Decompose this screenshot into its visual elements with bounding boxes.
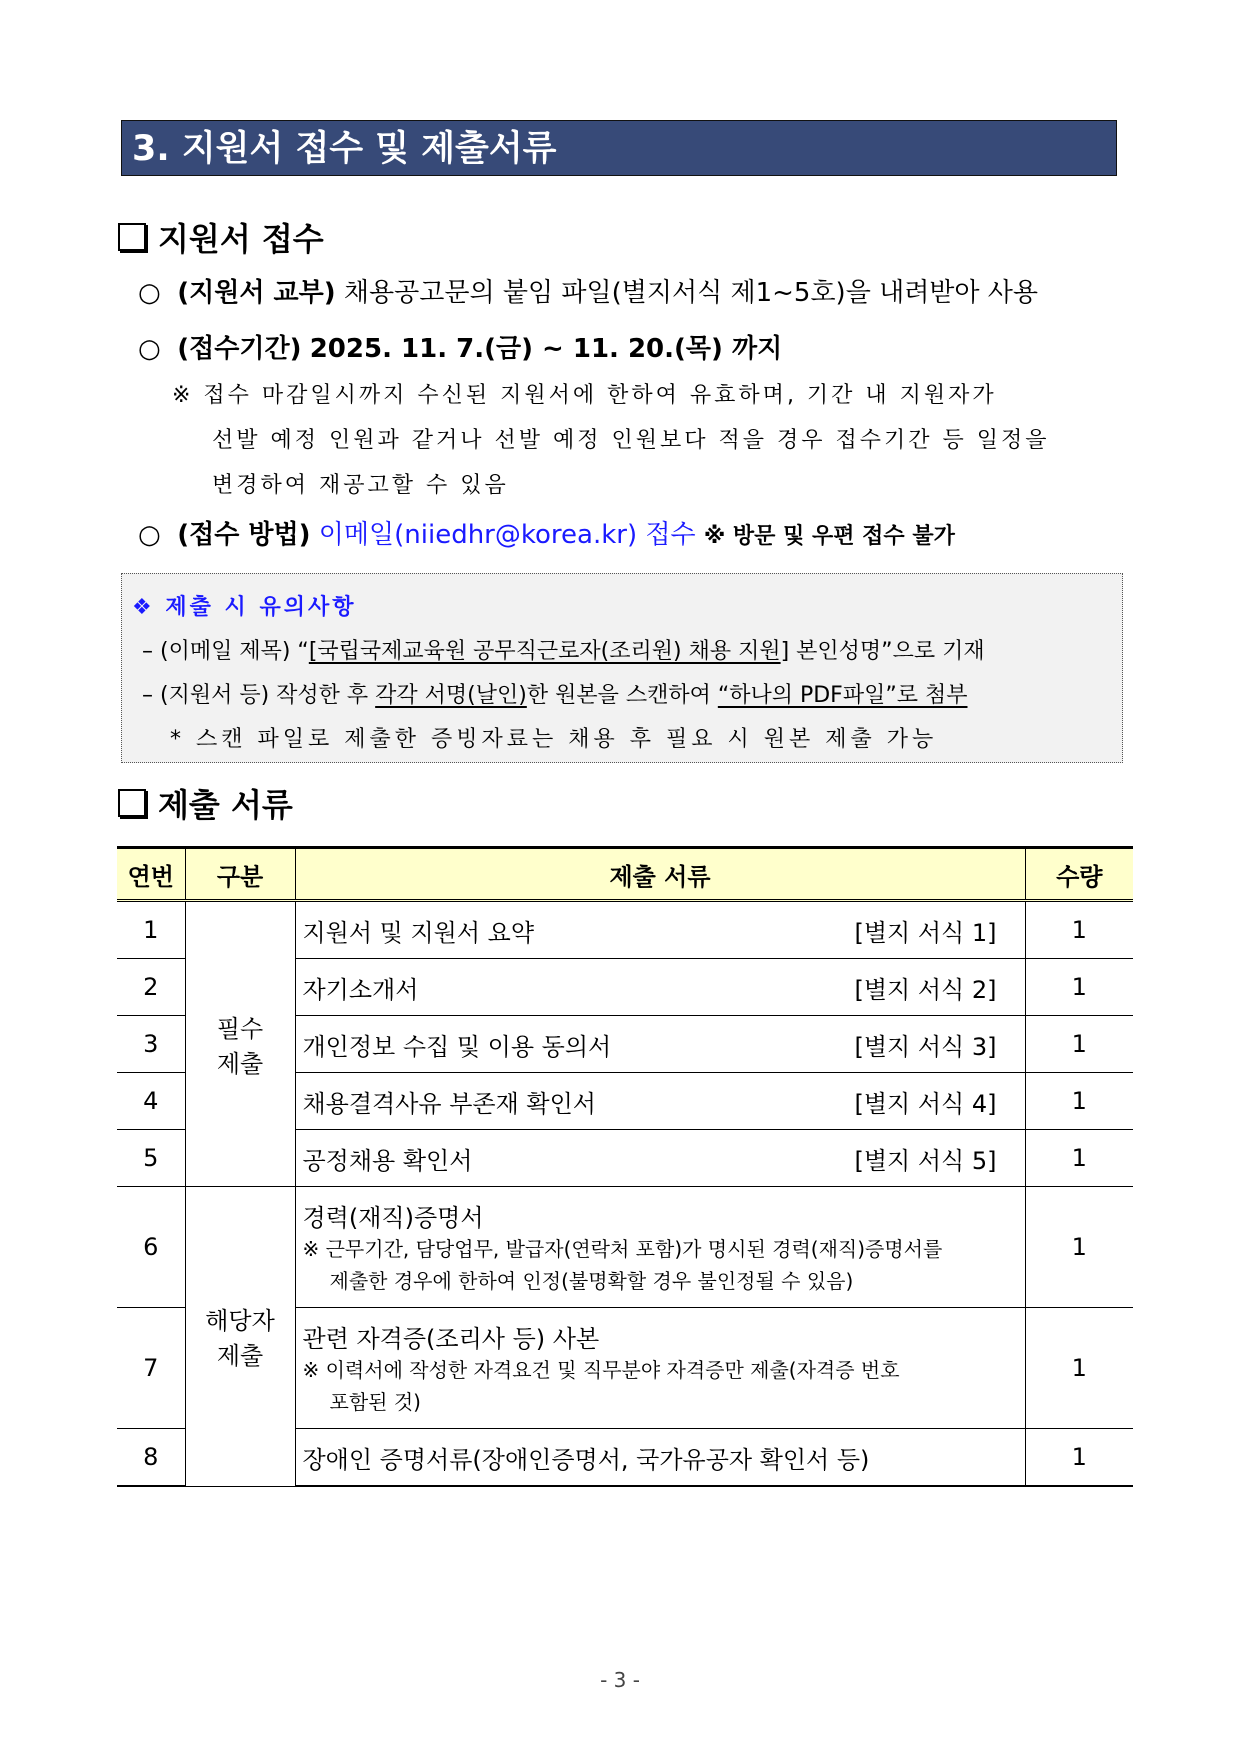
form-reference: [별지 서식 4] (854, 1089, 997, 1118)
item-note: ※ 방문 및 우편 접수 불가 (703, 524, 955, 549)
col-header: 수량 (1025, 848, 1133, 901)
document-name: 채용결격사유 부존재 확인서 (302, 1089, 596, 1118)
document-cell (295, 1016, 1025, 1073)
document-note: 포함된 것) (329, 1389, 421, 1414)
row-number: 6 (117, 1187, 185, 1308)
bullet-circle-icon: ○ (138, 334, 161, 364)
note-line: 변경하여 재공고할 수 있음 (212, 473, 509, 498)
document-cell (295, 1187, 1025, 1308)
document-name: 장애인 증명서류(장애인증명서, 국가유공자 확인서 등) (302, 1445, 870, 1474)
documents-table (117, 846, 1133, 1487)
reception-heading-text: 지원서 접수 (158, 220, 324, 258)
table-row (117, 901, 1133, 959)
row-number: 7 (117, 1308, 185, 1429)
notice-line-1 (142, 634, 985, 665)
col-header: 제출 서류 (295, 848, 1025, 901)
bullet-circle-icon: ○ (138, 520, 161, 550)
document-name: 경력(재직)증명서 (302, 1203, 484, 1232)
row-number: 1 (117, 901, 185, 959)
form-reference: [별지 서식 3] (854, 1032, 997, 1061)
quantity: 1 (1025, 1130, 1133, 1187)
document-cell (295, 901, 1025, 959)
quantity: 1 (1025, 1308, 1133, 1429)
document-cell (295, 1429, 1025, 1487)
item-text: 채용공고문의 붙임 파일(별지서식 제1~5호)을 내려받아 사용 (343, 278, 1039, 308)
note-line: 선발 예정 인원과 같거나 선발 예정 인원보다 적을 경우 접수기간 등 일정을 (212, 428, 1050, 453)
quantity: 1 (1025, 1187, 1133, 1308)
form-reference: [별지 서식 1] (854, 918, 997, 947)
document-name: 지원서 및 지원서 요약 (302, 918, 535, 947)
item-label: (접수 방법) (177, 520, 311, 550)
form-reference: [별지 서식 2] (854, 975, 997, 1004)
checkbox-square-icon (118, 223, 146, 251)
document-name: 자기소개서 (302, 975, 419, 1004)
row-number: 8 (117, 1429, 185, 1487)
document-name: 관련 자격증(조리사 등) 사본 (302, 1324, 600, 1353)
text: – (지원서 등) 작성한 후 (142, 683, 376, 708)
item-label: (지원서 교부) (177, 278, 336, 308)
item-text: 2025. 11. 7.(금) ~ 11. 20.(목) 까지 (309, 334, 783, 364)
document-note: ※ 근무기간, 담당업무, 발급자(연락처 포함)가 명시된 경력(재직)증명서를 (302, 1236, 943, 1261)
document-note: ※ 이력서에 작성한 자격요건 및 직무분야 자격증만 제출(자격증 번호 (302, 1357, 900, 1382)
document-note: 제출한 경우에 한하여 인정(불명확할 경우 불인정될 수 있음) (329, 1268, 854, 1293)
group-applicable: 해당자 제출 (185, 1187, 295, 1487)
page-number: - 3 - (600, 1668, 640, 1692)
table-row (117, 1187, 1133, 1308)
quantity: 1 (1025, 1016, 1133, 1073)
document-cell (295, 1130, 1025, 1187)
document-cell (295, 1308, 1025, 1429)
notice-line-2 (142, 678, 968, 709)
bullet-circle-icon: ○ (138, 278, 161, 308)
document-cell (295, 1073, 1025, 1130)
reception-item-1 (138, 272, 1038, 309)
group-required: 필수 제출 (185, 901, 295, 1187)
text: 한 원본을 스캔하여 (526, 683, 718, 708)
underlined-text: “하나의 PDF파일”로 첨부 (717, 683, 968, 708)
row-number: 2 (117, 959, 185, 1016)
item-label: (접수기간) (177, 334, 302, 364)
document-name: 공정채용 확인서 (302, 1146, 473, 1175)
reception-heading (118, 214, 324, 260)
row-number: 4 (117, 1073, 185, 1130)
reception-item-3 (138, 514, 955, 551)
quantity: 1 (1025, 959, 1133, 1016)
documents-heading-text: 제출 서류 (158, 786, 293, 824)
document-name: 개인정보 수집 및 이용 동의서 (302, 1032, 612, 1061)
form-reference: [별지 서식 5] (854, 1146, 997, 1175)
section-title: 3. 지원서 접수 및 제출서류 (121, 120, 1117, 176)
quantity: 1 (1025, 1429, 1133, 1487)
table-header (117, 848, 1133, 901)
col-header: 구분 (185, 848, 295, 901)
quantity: 1 (1025, 1073, 1133, 1130)
underlined-text: 각각 서명(날인) (375, 683, 527, 708)
email-link[interactable]: 이메일(niiedhr@korea.kr) 접수 (318, 520, 696, 550)
underlined-text: [국립국제교육원 공무직근로자(조리원) 채용 지원 (308, 639, 781, 664)
row-number: 5 (117, 1130, 185, 1187)
col-header: 연번 (117, 848, 185, 901)
documents-heading (118, 780, 293, 826)
text: ] 본인성명”으로 기재 (780, 639, 985, 664)
note-line: ※ 접수 마감일시까지 수신된 지원서에 한하여 유효하며, 기간 내 지원자가 (172, 383, 997, 408)
notice-line-3: * 스캔 파일로 제출한 증빙자료는 채용 후 필요 시 원본 제출 가능 (170, 727, 938, 752)
row-number: 3 (117, 1016, 185, 1073)
quantity: 1 (1025, 901, 1133, 959)
notice-title: ❖ 제출 시 유의사항 (132, 595, 357, 620)
document-cell (295, 959, 1025, 1016)
text: – (이메일 제목) “ (142, 639, 309, 664)
checkbox-square-icon (118, 789, 146, 817)
reception-item-2 (138, 328, 782, 365)
